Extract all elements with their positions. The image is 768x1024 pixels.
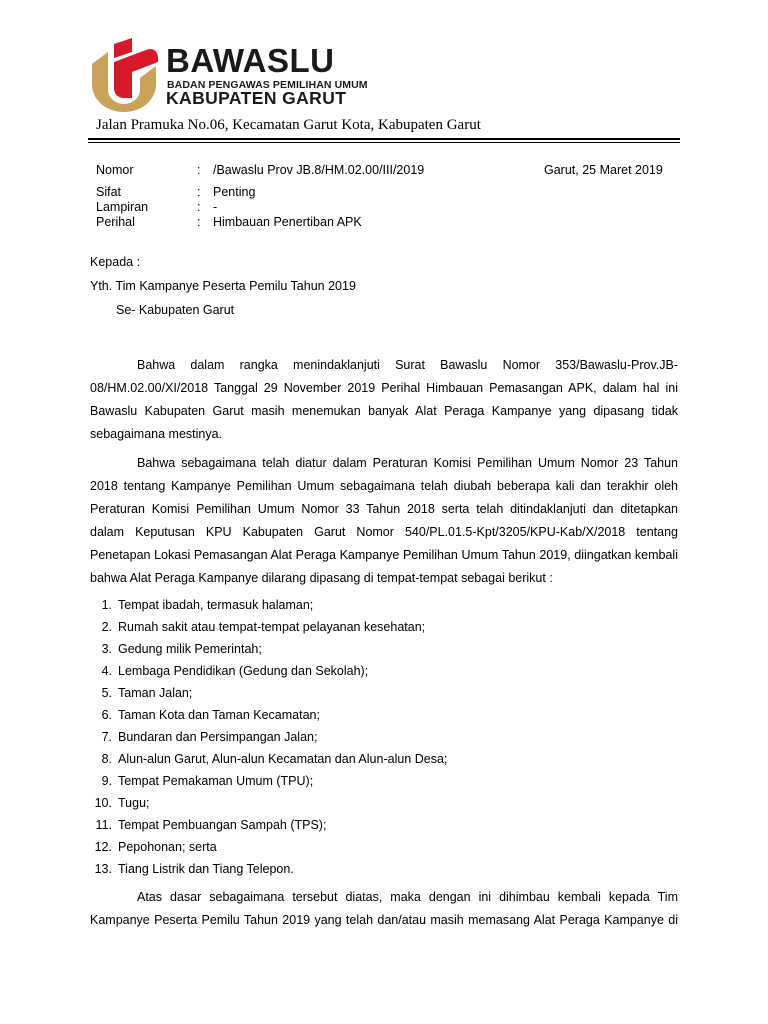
paragraph-line: Bahwa sebagaimana telah diatur dalam Peraturan Komisi Pemilihan Umum Nomor 23 Tahun xyxy=(137,456,678,470)
place-date: Garut, 25 Maret 2019 xyxy=(544,163,663,177)
paragraph-line: Kampanye Peserta Pemilu Tahun 2019 yang telah dan/atau masih memasang Alat Peraga Kampanye di xyxy=(90,913,678,927)
paragraph-line: sebagaimana mestinya. xyxy=(90,427,223,441)
body-paragraph-3 xyxy=(90,890,678,936)
body-paragraph-2 xyxy=(90,456,678,594)
perihal-label: Perihal xyxy=(96,215,135,229)
org-subtitle: BADAN PENGAWAS PEMILIHAN UMUM xyxy=(167,79,368,91)
sifat-label: Sifat xyxy=(96,185,122,199)
nomor-label: Nomor xyxy=(96,163,134,177)
sifat-colon: : xyxy=(197,185,201,199)
office-address: Jalan Pramuka No.06, Kecamatan Garut Kota, Kabupaten Garut xyxy=(96,117,481,133)
letter-page: BAWASLU BADAN PENGAWAS PEMILIHAN UMUM KABUPATEN GARUT Jalan Pramuka No.06, Kecamatan Garut Kota, Kabupaten Garut Nomor : /Bawaslu Prov JB.8/HM.02.00/III/2019 Garut, 25 Maret 2019 Sifat : Penting Lampiran : - Perihal : Himbauan Penertiban APK Kepada : Yth. Tim Kampanye Peserta Pemilu Tahun 2019 Se- Kabupaten Garut Bahwa dalam rangka menindaklanjuti Surat Bawaslu Nomor 353/Bawaslu-Prov.JB- 08/HM.02.00/XI/2018 Tanggal 29 November 2019 Perihal Himbauan Pemasangan APK, dalam hal ini Bawaslu Kabupaten Garut masih menemukan banyak Alat Peraga Kampanye yang dipasang tidak sebagaimana mestinya. Bahwa sebagaimana telah diatur dalam Peraturan Komisi Pemilihan Umum Nomor 23 Tahun 2018 tentang Kampanye Pemilihan Umum sebagaimana telah diubah beberapa kali dan terakhir oleh Peraturan Komisi Pemilihan Umum Nomor 33 Tahun 2018 serta telah ditindaklanjuti dan ditetapkan dalam Keputusan KPU Kabupaten Garut Nomor 540/PL.01.5-Kpt/3205/KPU-Kab/X/2018 tentang Penetapan Lokasi Pemasangan Alat Peraga Kampanye Pemilihan Umum Tahun 2019, diingatkan kembali bahwa Alat Peraga Kampanye dilarang dipasang di tempat-tempat sebagai berikut : 1. Tempat ibadah, termasuk halaman; 2. Rumah sakit atau tempat-tempat pelayanan kesehatan; 3. Gedung milik Pemerintah; 4. Lembaga Pendidikan (Gedung dan Sekolah); 5. Taman Jalan; 6. Taman Kota dan Taman Kecamatan; 7. Bundaran dan Persimpangan Jalan; 8. Alun-alun Garut, Alun-alun Kecamatan dan Alun-alun Desa; 9. Tempat Pemakaman Umum (TPU); 10. Tugu; 11. Tempat Pembuangan Sampah (TPS); 12. Pepohonan; serta 13. Tiang Listrik dan Tiang Telepon. Atas dasar sebagaimana tersebut diatas, maka dengan ini dihimbau kembali kepada Tim Kampanye Peserta Pemilu Tahun 2019 yang telah dan/atau masih memasang Alat Peraga Kampanye di xyxy=(0,0,768,1024)
letterhead-rule-thin xyxy=(88,142,680,143)
paragraph-line: Atas dasar sebagaimana tersebut diatas, maka dengan ini dihimbau kembali kepada Tim xyxy=(137,890,678,904)
letterhead-rule-thick xyxy=(88,138,680,140)
lampiran-colon: : xyxy=(197,200,201,214)
org-region: KABUPATEN GARUT xyxy=(166,88,347,108)
paragraph-line: Penetapan Lokasi Pemasangan Alat Peraga Kampanye Pemilihan Umum Tahun 2019, diingatkan kembali xyxy=(90,548,678,562)
org-name: BAWASLU xyxy=(166,42,335,79)
recipient-kepada: Kepada : xyxy=(90,255,141,269)
sifat-value: Penting xyxy=(213,185,256,199)
paragraph-line: 08/HM.02.00/XI/2018 Tanggal 29 November 2019 Perihal Himbauan Pemasangan APK, dalam hal ini xyxy=(90,381,678,395)
paragraph-line: dalam Keputusan KPU Kabupaten Garut Nomor 540/PL.01.5-Kpt/3205/KPU-Kab/X/2018 tentang xyxy=(90,525,678,539)
paragraph-line: Bawaslu Kabupaten Garut masih menemukan banyak Alat Peraga Kampanye yang dipasang tidak xyxy=(90,404,678,418)
bawaslu-logo-icon xyxy=(88,38,160,112)
body-paragraph-1 xyxy=(90,358,678,450)
recipient-se: Se- Kabupaten Garut xyxy=(116,303,235,317)
paragraph-line: 2018 tentang Kampanye Pemilihan Umum sebagaimana telah diubah beberapa kali dan terakhir oleh xyxy=(90,479,678,493)
nomor-value: /Bawaslu Prov JB.8/HM.02.00/III/2019 xyxy=(213,163,425,177)
paragraph-line: Bahwa dalam rangka menindaklanjuti Surat Bawaslu Nomor 353/Bawaslu-Prov.JB- xyxy=(137,358,678,372)
paragraph-line: bahwa Alat Peraga Kampanye dilarang dipasang di tempat-tempat sebagai berikut : xyxy=(90,571,553,585)
lampiran-label: Lampiran xyxy=(96,200,149,214)
lampiran-value: - xyxy=(213,200,218,214)
perihal-value: Himbauan Penertiban APK xyxy=(213,215,362,229)
recipient-yth: Yth. Tim Kampanye Peserta Pemilu Tahun 2019 xyxy=(90,279,356,293)
paragraph-line: Peraturan Komisi Pemilihan Umum Nomor 33 Tahun 2018 serta telah ditindaklanjuti dan ditetapkan xyxy=(90,502,678,516)
perihal-colon: : xyxy=(197,215,201,229)
nomor-colon: : xyxy=(197,163,201,177)
